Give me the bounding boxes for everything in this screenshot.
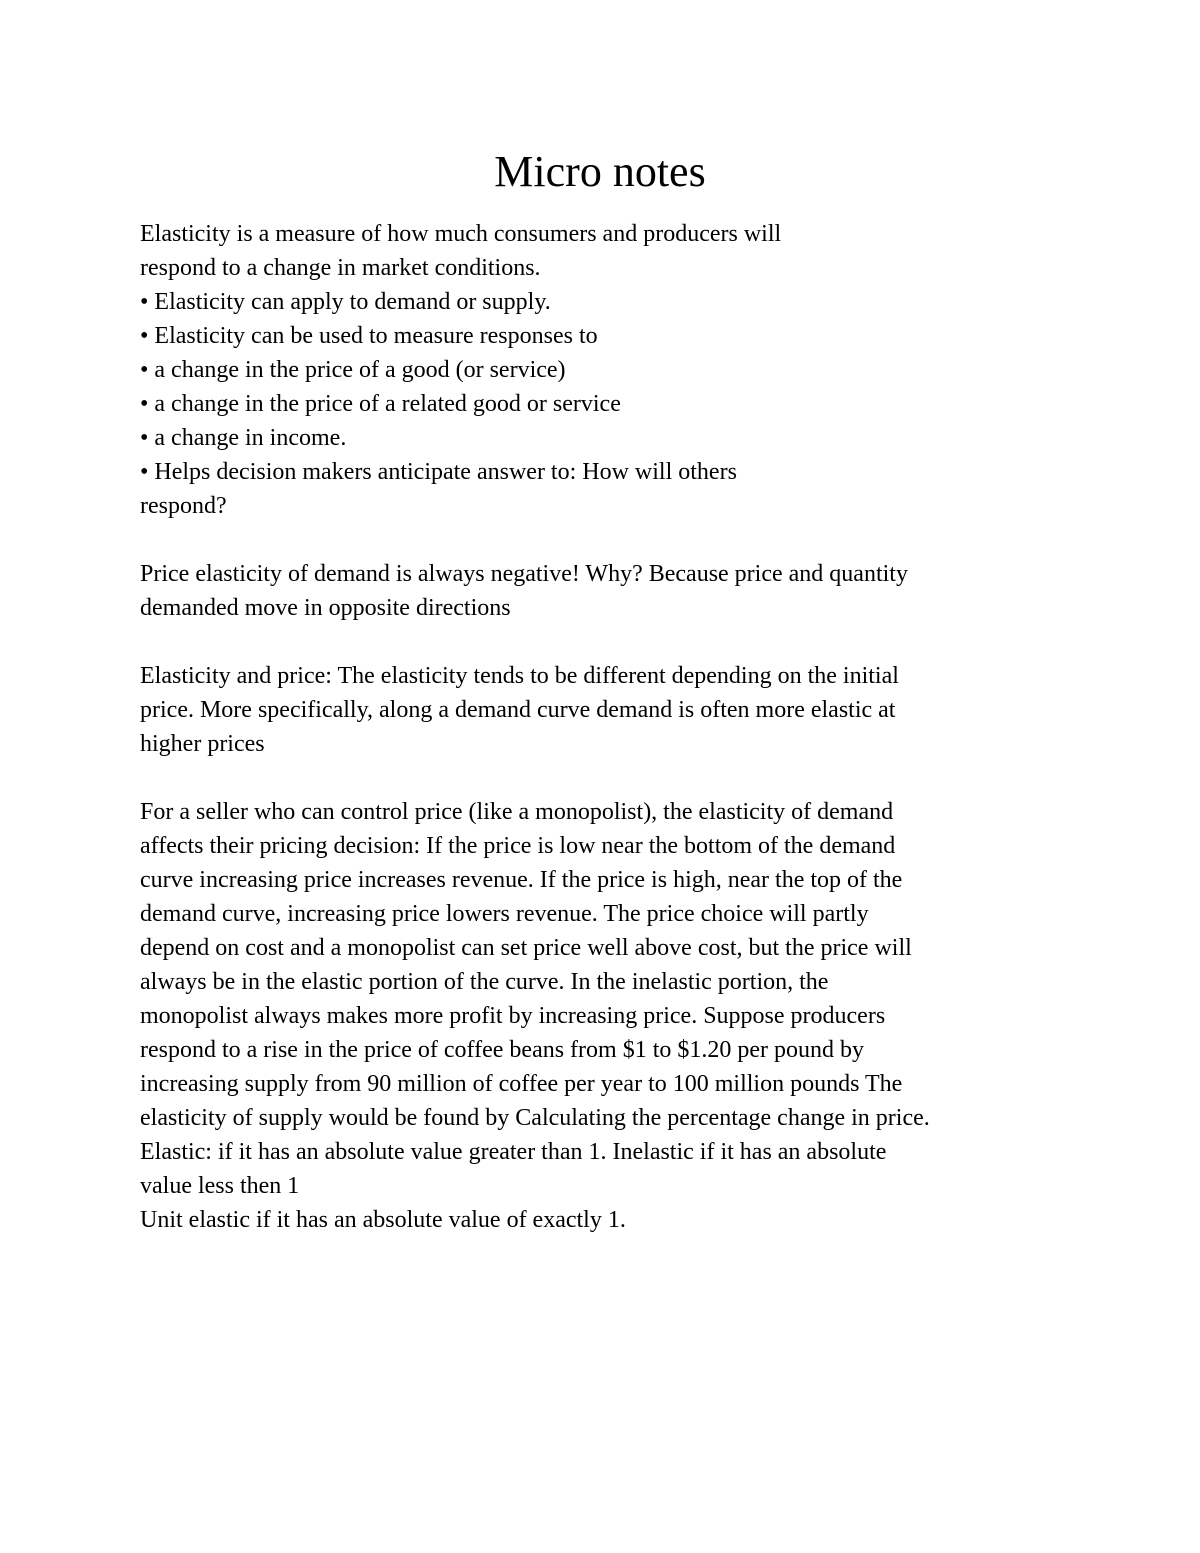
text-line: Unit elastic if it has an absolute value of exactly 1. (140, 1207, 626, 1233)
paragraph-gap (140, 761, 1070, 795)
bullet-item: • Helps decision makers anticipate answer to: How will others (140, 459, 737, 485)
text-line: Elasticity is a measure of how much consumers and producers will (140, 221, 782, 247)
text-line: higher prices (140, 731, 265, 757)
text-line: For a seller who can control price (like a monopolist), the elasticity of demand (140, 799, 894, 825)
text-line: demanded move in opposite directions (140, 595, 511, 621)
text-line: elasticity of supply would be found by Calculating the percentage change in price. (140, 1105, 930, 1131)
text-line: price. More specifically, along a demand curve demand is often more elastic at (140, 697, 896, 723)
text-line: curve increasing price increases revenue. If the price is high, near the top of the (140, 867, 903, 893)
bullet-item: • a change in the price of a related good or service (140, 391, 621, 417)
text-line: value less then 1 (140, 1173, 300, 1199)
text-line: respond to a change in market conditions. (140, 255, 541, 281)
text-line: affects their pricing decision: If the price is low near the bottom of the demand (140, 833, 896, 859)
page-title: Micro notes (494, 147, 706, 196)
text-line: depend on cost and a monopolist can set price well above cost, but the price will (140, 935, 912, 961)
bullet-item: • Elasticity can apply to demand or supply. (140, 289, 551, 315)
bullet-item: • Elasticity can be used to measure responses to (140, 323, 598, 349)
paragraph-gap (140, 523, 1070, 557)
bullet-item: • a change in the price of a good (or service) (140, 357, 566, 383)
document-body (140, 217, 1070, 1237)
paragraph-gap (140, 625, 1070, 659)
text-line: respond? (140, 493, 227, 519)
bullet-item: • a change in income. (140, 425, 347, 451)
text-line: Elasticity and price: The elasticity tends to be different depending on the initial (140, 663, 899, 689)
text-line: monopolist always makes more profit by increasing price. Suppose producers (140, 1003, 886, 1029)
text-line: always be in the elastic portion of the curve. In the inelastic portion, the (140, 969, 829, 995)
text-line: increasing supply from 90 million of coffee per year to 100 million pounds The (140, 1071, 903, 1097)
text-line: Elastic: if it has an absolute value greater than 1. Inelastic if it has an absolute (140, 1139, 887, 1165)
text-line: respond to a rise in the price of coffee beans from $1 to $1.20 per pound by (140, 1037, 865, 1063)
text-line: demand curve, increasing price lowers revenue. The price choice will partly (140, 901, 869, 927)
text-line: Price elasticity of demand is always negative! Why? Because price and quantity (140, 561, 908, 587)
